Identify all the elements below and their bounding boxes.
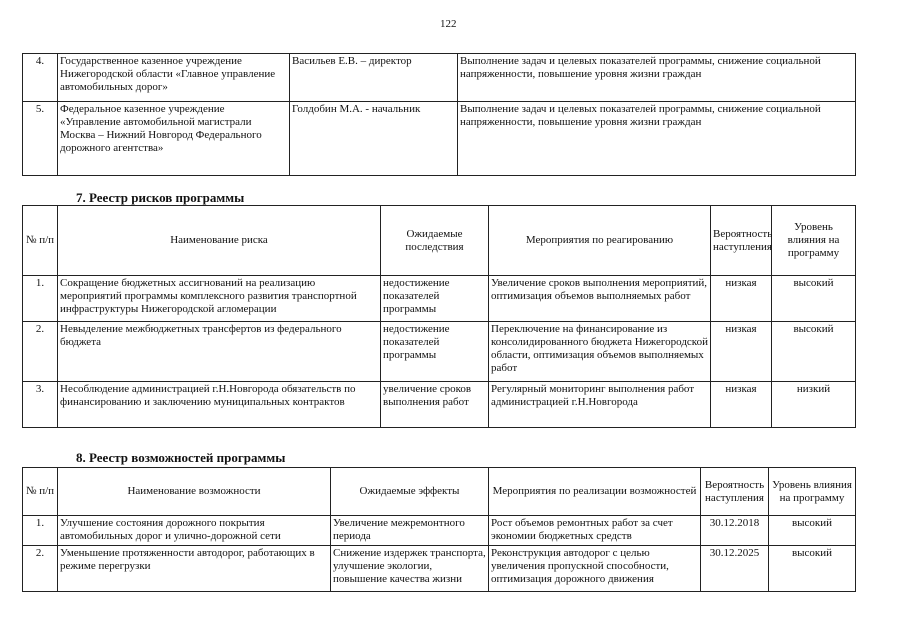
opportunity-name: Улучшение состояния дорожного покрытия автомобильных дорог и улично-дорожной сети <box>58 516 331 546</box>
risk-probability: низкая <box>711 382 772 428</box>
risk-measures: Регулярный мониторинг выполнения работ администрацией г.Н.Новгорода <box>489 382 711 428</box>
risk-measures: Увеличение сроков выполнения мероприятий, оптимизация объемов выполняемых работ <box>489 276 711 322</box>
risk-name: Невыделение межбюджетных трансфертов из федерального бюджета <box>58 322 381 382</box>
row-number: 4. <box>23 54 58 102</box>
header-probability: Вероятность наступления <box>701 468 769 516</box>
table-header-row <box>23 206 856 276</box>
risk-impact: высокий <box>772 322 856 382</box>
header-consequences: Ожидаемые последствия <box>381 206 489 276</box>
opportunities-section-title: 8. Реестр возможностей программы <box>76 450 286 465</box>
responsible-table <box>22 53 856 176</box>
risk-consequence: недостижение показателей программы <box>381 322 489 382</box>
header-number: № п/п <box>23 206 58 276</box>
risk-impact: низкий <box>772 382 856 428</box>
risk-name: Сокращение бюджетных ассигнований на реализацию мероприятий программы комплексного развития транспортной инфраструктуры Нижегородской агломерации <box>58 276 381 322</box>
risk-probability: низкая <box>711 276 772 322</box>
opportunity-probability: 30.12.2025 <box>701 546 769 592</box>
duty-description: Выполнение задач и целевых показателей программы, снижение социальной напряженности, повышение уровня жизни граждан <box>458 102 856 176</box>
page-number: 122 <box>440 18 457 30</box>
opportunity-measures: Реконструкция автодорог с целью увеличения пропускной способности, оптимизация дорожного движения <box>489 546 701 592</box>
risks-section-title: 7. Реестр рисков программы <box>76 190 245 205</box>
row-number: 3. <box>23 382 58 428</box>
risks-table <box>22 205 856 428</box>
header-impact: Уровень влияния на программу <box>769 468 856 516</box>
header-impact: Уровень влияния на программу <box>772 206 856 276</box>
duty-description: Выполнение задач и целевых показателей программы, снижение социальной напряженности, повышение уровня жизни граждан <box>458 54 856 102</box>
header-measures: Мероприятия по реагированию <box>489 206 711 276</box>
opportunity-effects: Снижение издержек транспорта, улучшение экологии, повышение качества жизни <box>331 546 489 592</box>
risk-consequence: недостижение показателей программы <box>381 276 489 322</box>
table-row <box>23 54 856 102</box>
risk-name: Несоблюдение администрацией г.Н.Новгорода обязательств по финансированию и заключению муниципальных контрактов <box>58 382 381 428</box>
row-number: 2. <box>23 546 58 592</box>
table-row <box>23 546 856 592</box>
risk-consequence: увеличение сроков выполнения работ <box>381 382 489 428</box>
opportunities-table <box>22 467 856 592</box>
table-row <box>23 516 856 546</box>
organization-name: Федеральное казенное учреждение «Управление автомобильной магистрали Москва – Нижний Новгород Федерального дорожного агентства» <box>58 102 290 176</box>
row-number: 1. <box>23 516 58 546</box>
responsible-person: Васильев Е.В. – директор <box>290 54 458 102</box>
risk-impact: высокий <box>772 276 856 322</box>
header-risk-name: Наименование риска <box>58 206 381 276</box>
risk-measures: Переключение на финансирование из консолидированного бюджета Нижегородской области, оптимизация объемов выполняемых работ <box>489 322 711 382</box>
table-row <box>23 382 856 428</box>
row-number: 2. <box>23 322 58 382</box>
header-probability: Вероятность наступления <box>711 206 772 276</box>
opportunity-impact: высокий <box>769 516 856 546</box>
header-opportunity-name: Наименование возможности <box>58 468 331 516</box>
table-header-row <box>23 468 856 516</box>
table-row <box>23 102 856 176</box>
opportunity-measures: Рост объемов ремонтных работ за счет экономии бюджетных средств <box>489 516 701 546</box>
opportunity-impact: высокий <box>769 546 856 592</box>
opportunity-probability: 30.12.2018 <box>701 516 769 546</box>
header-effects: Ожидаемые эффекты <box>331 468 489 516</box>
header-number: № п/п <box>23 468 58 516</box>
table-row <box>23 276 856 322</box>
row-number: 1. <box>23 276 58 322</box>
header-measures: Мероприятия по реализации возможностей <box>489 468 701 516</box>
organization-name: Государственное казенное учреждение Нижегородской области «Главное управление автомобильных дорог» <box>58 54 290 102</box>
risk-probability: низкая <box>711 322 772 382</box>
opportunity-name: Уменьшение протяженности автодорог, работающих в режиме перегрузки <box>58 546 331 592</box>
responsible-person: Голдобин М.А. - начальник <box>290 102 458 176</box>
opportunity-effects: Увеличение межремонтного периода <box>331 516 489 546</box>
row-number: 5. <box>23 102 58 176</box>
table-row <box>23 322 856 382</box>
